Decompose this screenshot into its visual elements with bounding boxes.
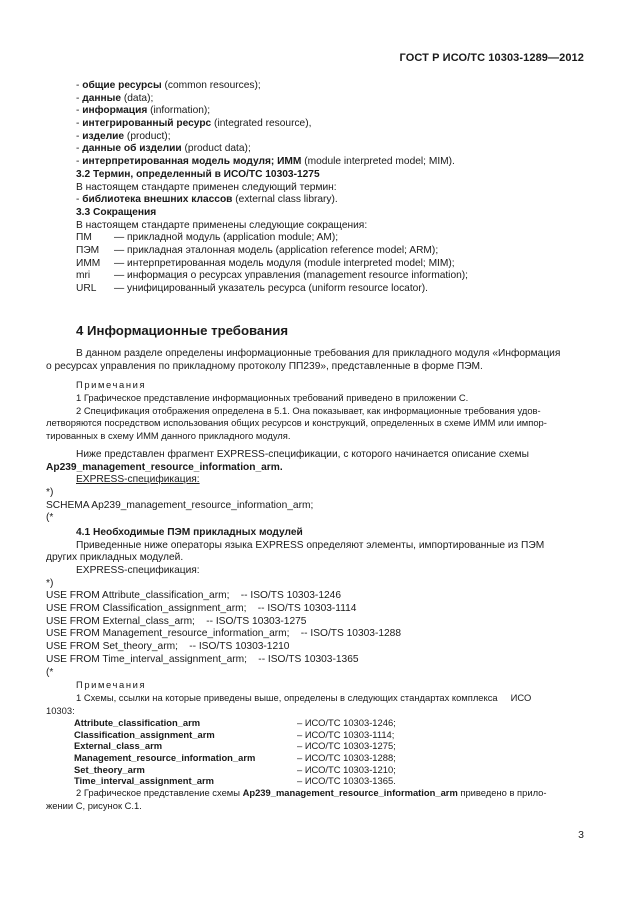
schema-name: Ap239_management_resource_information_arm. [46, 461, 283, 473]
term-item: - информация (information); [76, 105, 211, 117]
abbrev-row: ПЭМ — прикладная эталонная модель (application reference model; ARM); [76, 244, 439, 256]
section-3-2-heading: 3.2 Термин, определенный в ИСО/ТС 10303-1275 [76, 168, 320, 180]
note-2-line2: летворяются посредством использования общих ресурсов и конструкций, определенных в схеме ИММ или импор- [46, 417, 547, 429]
note-4-1-1-line1: 1 Схемы, ссылки на которые приведены выше, определены в следующих стандартах комплекса ИСО [76, 691, 532, 703]
code-open-2: *) [46, 577, 54, 589]
section-4-body [46, 348, 584, 812]
schema-standard-row: Time_interval_assignment_arm – ИСО/ТС 10303-1365. [74, 775, 396, 787]
express-label: EXPRESS-спецификация: [76, 474, 200, 486]
note-4-1-2-line1: 2 Графическое представление схемы Ap239_management_resource_information_arm приведено в прило- [76, 786, 547, 798]
notes-label-2: Примечания [76, 679, 147, 691]
section-4-para1-line2: о ресурсах управления по прикладному протоколу ПП239», представленные в форме ПЭМ. [46, 360, 483, 372]
use-from-line: USE FROM Set_theory_arm; -- ISO/TS 10303-1210 [46, 641, 290, 653]
section-4-para2-line1: Ниже представлен фрагмент EXPRESS-спецификации, с которого начинается описание схемы [76, 448, 529, 460]
use-from-line: USE FROM Attribute_classification_arm; -- ISO/TS 10303-1246 [46, 590, 341, 602]
section-4 [46, 321, 584, 341]
document-id-header: ГОСТ Р ИСО/ТС 10303-1289—2012 [399, 52, 584, 64]
use-from-line: USE FROM Classification_assignment_arm; -- ISO/TS 10303-1114 [46, 603, 357, 615]
term-item: - общие ресурсы (common resources); [76, 80, 261, 91]
term-item: - интерпретированная модель модуля; ИММ (module interpreted model; MIM). [76, 156, 455, 168]
use-from-line: USE FROM External_class_arm; -- ISO/TS 10303-1275 [46, 615, 307, 627]
use-from-line: USE FROM Management_resource_information_arm; -- ISO/TS 10303-1288 [46, 628, 402, 640]
abbrev-row: ПМ — прикладной модуль (application module; AM); [76, 232, 339, 244]
term-item: - интегрированный ресурс (integrated resource), [76, 118, 312, 130]
abbrev-row: ИММ — интерпретированная модель модуля (module interpreted model; MIM); [76, 257, 455, 269]
term-item: - изделие (product); [76, 130, 171, 142]
code-close: (* [46, 512, 54, 524]
section-3-2-term: - библиотека внешних классов (external class library). [76, 194, 338, 206]
abbrev-row: URL — унифицированный указатель ресурса (uniform resource locator). [76, 283, 428, 294]
express-label-2: EXPRESS-спецификация: [76, 565, 200, 576]
section-3-3-intro: В настоящем стандарте применены следующие сокращения: [76, 219, 368, 231]
section-4-heading: 4 Информационные требования [76, 323, 289, 338]
section-3-3-heading: 3.3 Сокращения [76, 206, 157, 218]
term-item: - данные об изделии (product data); [76, 143, 251, 155]
schema-standard-row: Classification_assignment_arm – ИСО/ТС 10303-1114; [74, 728, 395, 740]
code-open: *) [46, 486, 54, 498]
section-3-2-intro: В настоящем стандарте применен следующий термин: [76, 181, 337, 193]
note-2-line3: тированных в схему ИММ данного прикладного модуля. [46, 430, 291, 442]
code-close-2: (* [46, 666, 54, 678]
schema-standard-row: External_class_arm – ИСО/ТС 10303-1275; [74, 740, 396, 752]
note-4-1-2-line2: жении С, рисунок С.1. [46, 799, 142, 811]
note-1: 1 Графическое представление информационных требований приведено в приложении С. [76, 392, 469, 404]
schema-standard-row: Management_resource_information_arm – ИСО/ТС 10303-1288; [74, 752, 396, 764]
section-4-1-para-line1: Приведенные ниже операторы языка EXPRESS определяют элементы, импортированные из ПЭМ [76, 539, 545, 551]
section-4-para1-line1: В данном разделе определены информационные требования для прикладного модуля «Информация [76, 348, 561, 359]
note-4-1-1-line2: 10303: [46, 704, 75, 716]
abbrev-row: mri — информация о ресурсах управления (management resource information); [76, 270, 469, 282]
page-number: 3 [578, 829, 584, 841]
section-4-1-heading: 4.1 Необходимые ПЭМ прикладных модулей [76, 526, 303, 538]
use-from-line: USE FROM Time_interval_assignment_arm; -- ISO/TS 10303-1365 [46, 653, 359, 665]
notes-label: Примечания [76, 379, 147, 391]
term-item: - данные (data); [76, 92, 154, 104]
section-4-1-para-line2: других прикладных модулей. [46, 552, 184, 564]
schema-standard-row: Set_theory_arm – ИСО/ТС 10303-1210; [74, 763, 396, 775]
schema-declaration: SCHEMA Ap239_management_resource_information_arm; [46, 499, 314, 511]
terms-list [46, 80, 584, 296]
schema-standard-row: Attribute_classification_arm – ИСО/ТС 10303-1246; [74, 717, 396, 729]
note-2-line1: 2 Спецификация отображения определена в 5.1. Она показывает, как информационные требования удов- [76, 404, 541, 416]
